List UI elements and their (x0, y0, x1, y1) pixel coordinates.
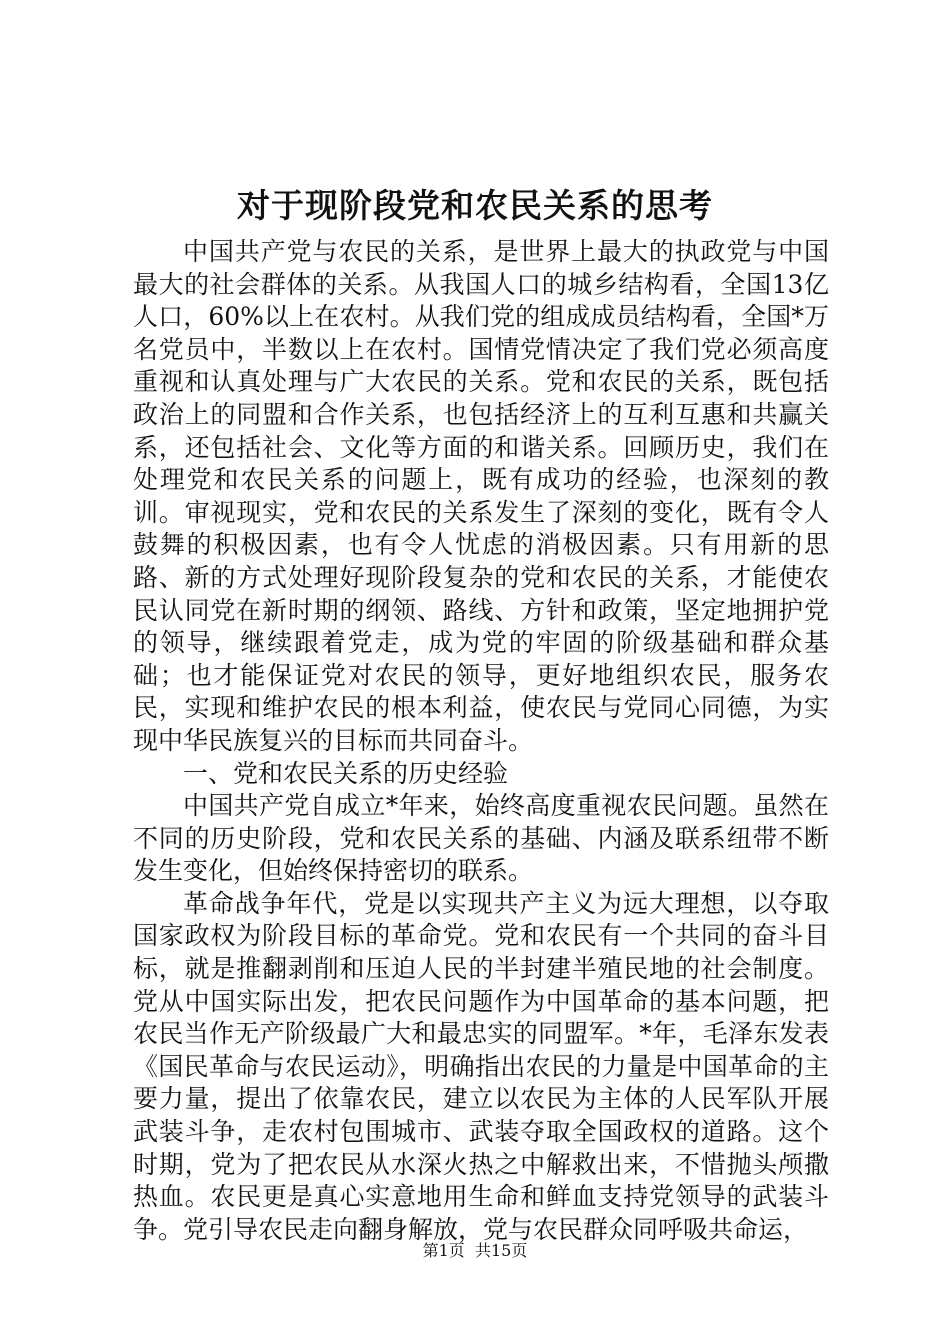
page-total: 共15页 (474, 1241, 528, 1260)
paragraph-history: 中国共产党自成立*年来，始终高度重视农民问题。虽然在不同的历史阶段，党和农民关系的基础、内涵及联系纽带不断发生变化，但始终保持密切的联系。 (133, 791, 829, 886)
section-heading: 一、党和农民关系的历史经验 (183, 758, 509, 788)
page-number: 第1页 (422, 1241, 465, 1260)
document-body (133, 236, 829, 1246)
document-title: 对于现阶段党和农民关系的思考 (237, 186, 713, 225)
paragraph-intro: 中国共产党与农民的关系，是世界上最大的执政党与中国最大的社会群体的关系。从我国人口的城乡结构看，全国13亿人口，60%以上在农村。从我们党的组成成员结构看，全国*万名党员中，半数以上在农村。国情党情决定了我们党必须高度重视和认真处理与广大农民的关系。党和农民的关系，既包括政治上的同盟和合作关系，也包括经济上的互利互惠和共赢关系，还包括社会、文化等方面的和谐关系。回顾历史，我们在处理党和农民关系的问题上，既有成功的经验，也深刻的教训。审视现实，党和农民的关系发生了深刻的变化，既有令人鼓舞的积极因素，也有令人忧虑的消极因素。只有用新的思路、新的方式处理好现阶段复杂的党和农民的关系，才能使农民认同党在新时期的纲领、路线、方针和政策，坚定地拥护党的领导，继续跟着党走，成为党的牢固的阶级基础和群众基础；也才能保证党对农民的领导，更好地组织农民，服务农民，实现和维护农民的根本利益，使农民与党同心同德，为实现中华民族复兴的目标而共同奋斗。 (133, 237, 829, 755)
paragraph-revolution: 革命战争年代，党是以实现共产主义为远大理想，以夺取国家政权为阶段目标的革命党。党和农民有一个共同的奋斗目标，就是推翻剥削和压迫人民的半封建半殖民地的社会制度。党从中国实际出发，把农民问题作为中国革命的基本问题，把农民当作无产阶级最广大和最忠实的同盟军。*年，毛泽东发表《国民革命与农民运动》，明确指出农民的力量是中国革命的主要力量，提出了依靠农民，建立以农民为主体的人民军队开展武装斗争，走农村包围城市、武装夺取全国政权的道路。这个时期，党为了把农民从水深火热之中解救出来，不惜抛头颅撒热血。农民更是真心实意地用生命和鲜血支持党领导的武装斗争。党引导农民走向翻身解放，党与农民群众同呼吸共命运， (133, 888, 829, 1244)
page-footer (0, 1240, 950, 1262)
